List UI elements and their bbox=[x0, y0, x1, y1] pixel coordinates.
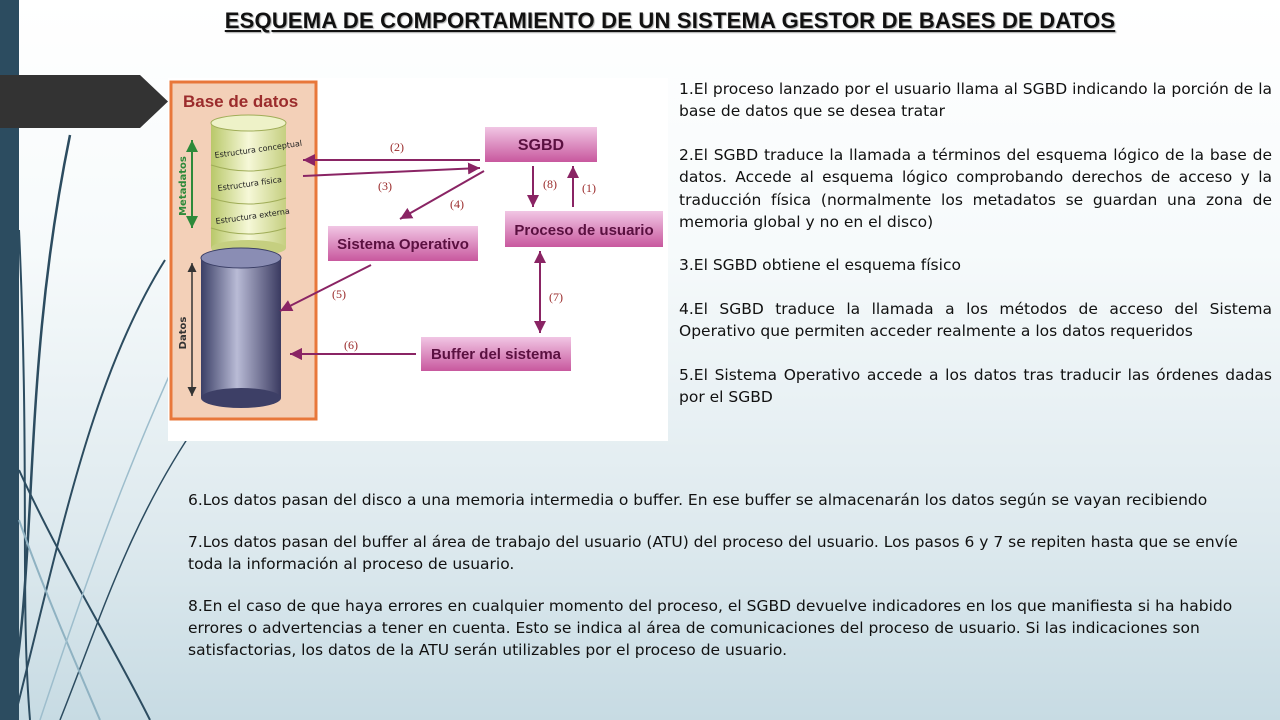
database-panel bbox=[171, 82, 316, 419]
steps-bottom-block bbox=[188, 489, 1238, 681]
layer-conceptual: Estructura conceptual bbox=[214, 138, 303, 160]
label-7: (7) bbox=[549, 290, 563, 304]
label-5: (5) bbox=[332, 287, 346, 301]
label-8: (8) bbox=[543, 177, 557, 191]
step-6: 6.Los datos pasan del disco a una memoria intermedia o buffer. En ese buffer se almacenarán los datos según se vayan recibiendo bbox=[188, 491, 1208, 509]
svg-text:Proceso de usuario: Proceso de usuario bbox=[514, 222, 654, 239]
step-5: 5.El Sistema Operativo accede a los datos tras traducir las órdenes dadas por el SGBD bbox=[679, 365, 1272, 407]
step-4: 4.El SGBD traduce la llamada a los métodos de acceso del Sistema Operativo que permiten acceder realmente a los datos requeridos bbox=[679, 299, 1272, 341]
sistema-operativo-box bbox=[328, 226, 478, 261]
dbms-diagram bbox=[168, 78, 668, 441]
steps-right-column bbox=[679, 78, 1272, 429]
step-1: 1.El proceso lanzado por el usuario llama al SGBD indicando la porción de la base de datos que se desea tratar bbox=[679, 80, 1272, 121]
label-6: (6) bbox=[344, 338, 358, 352]
metadatos-label: Metadatos bbox=[178, 156, 189, 216]
buffer-box bbox=[421, 337, 571, 371]
database-title: Base de datos bbox=[183, 92, 299, 111]
proceso-usuario-box bbox=[505, 211, 663, 247]
label-4: (4) bbox=[450, 197, 464, 211]
step-8: 8.En el caso de que haya errores en cualquier momento del proceso, el SGBD devuelve indicadores en los que manifiesta si ha habido errores o advertencias a tener en cuenta. Esto se indica al área de comunicaciones del proceso de usuario. Si las indicaciones son satisfactorias, los datos de la ATU serán utilizables por el proceso de usuario. bbox=[188, 597, 1233, 659]
layer-physical: Estructura física bbox=[217, 175, 283, 193]
sgbd-box bbox=[485, 127, 597, 162]
step-2: 2.El SGBD traduce la llamada a términos del esquema lógico de la base de datos. Accede al esquema lógico comprobando derechos de acceso y la traducción física (normalmente los metadatos se guardan una zona de memoria global y no en el disco) bbox=[679, 145, 1272, 232]
label-2: (2) bbox=[390, 140, 404, 154]
label-1: (1) bbox=[582, 181, 596, 195]
slide-marker-arrow bbox=[0, 75, 168, 128]
label-3: (3) bbox=[378, 179, 392, 193]
step-7: 7.Los datos pasan del buffer al área de trabajo del usuario (ATU) del proceso del usuario. Los pasos 6 y 7 se repiten hasta que se envíe toda la información al proceso de usuario. bbox=[188, 533, 1238, 573]
step-3: 3.El SGBD obtiene el esquema físico bbox=[679, 256, 961, 275]
datos-label: Datos bbox=[178, 316, 189, 350]
page-title: ESQUEMA DE COMPORTAMIENTO DE UN SISTEMA GESTOR DE BASES DE DATOS bbox=[224, 8, 1116, 33]
layer-external: Estructura externa bbox=[215, 206, 291, 226]
svg-text:Buffer del sistema: Buffer del sistema bbox=[430, 346, 562, 363]
svg-text:Sistema Operativo: Sistema Operativo bbox=[337, 236, 469, 253]
svg-text:SGBD: SGBD bbox=[517, 137, 565, 154]
